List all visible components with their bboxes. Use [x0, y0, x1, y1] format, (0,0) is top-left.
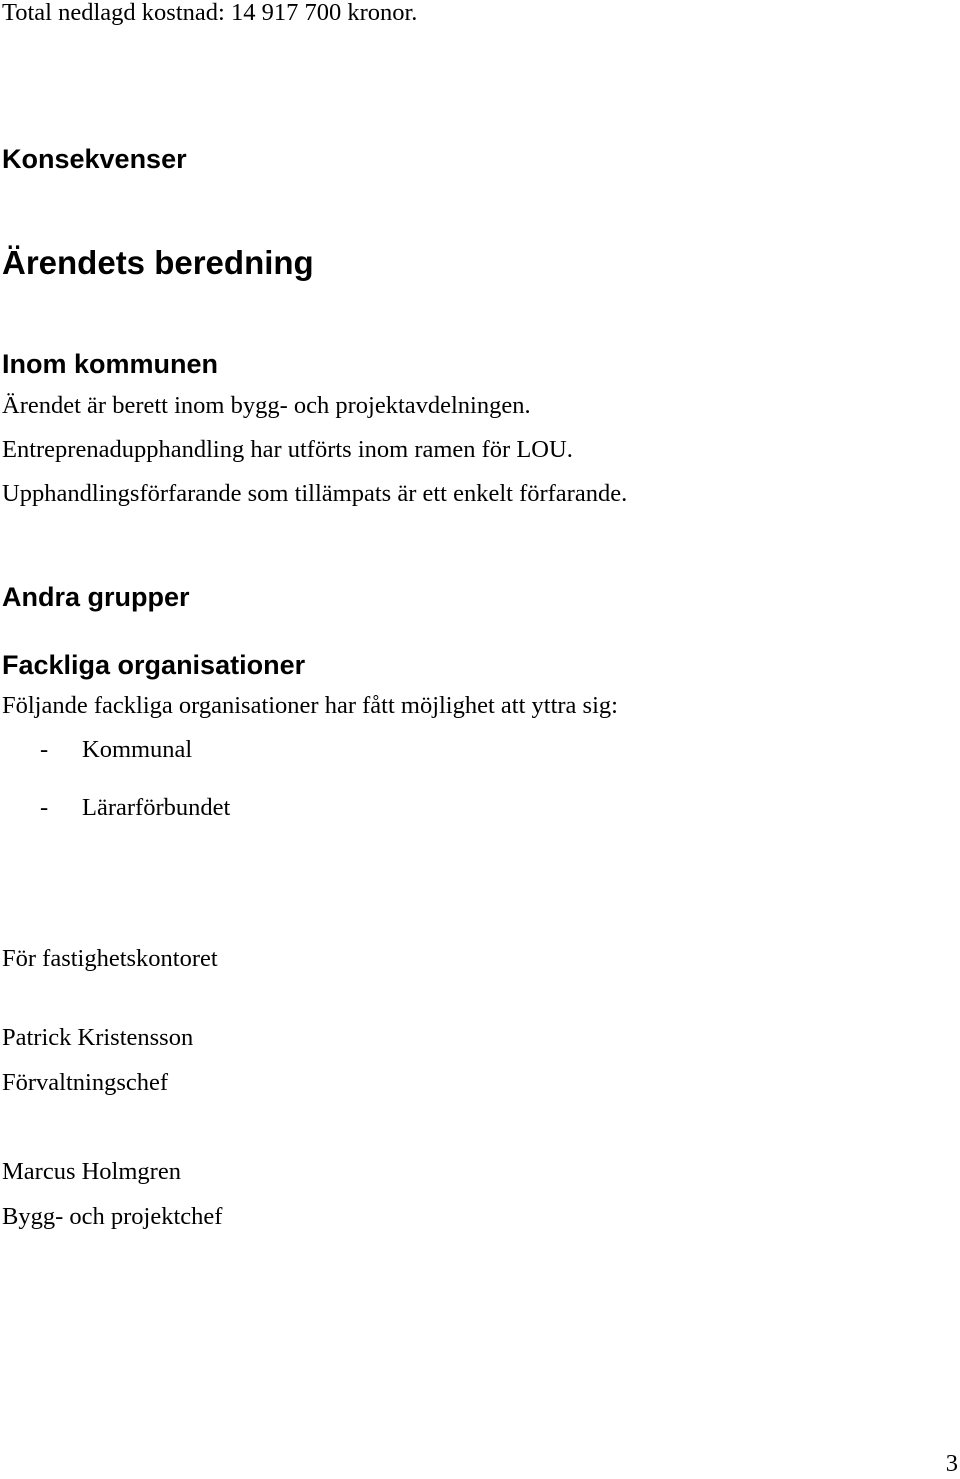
heading-arendets-beredning: Ärendets beredning: [2, 244, 314, 281]
list-dash: -: [40, 794, 49, 821]
paragraph-line: Ärendet är berett inom bygg- och projektavdelningen.: [2, 392, 531, 419]
signer2-name: Marcus Holmgren: [2, 1158, 181, 1185]
list-item-text: Kommunal: [82, 736, 193, 763]
fackliga-intro: Följande fackliga organisationer har fått möjlighet att yttra sig:: [2, 692, 618, 719]
paragraph-line: Entreprenadupphandling har utförts inom ramen för LOU.: [2, 436, 573, 463]
list-item-text: Lärarförbundet: [82, 794, 231, 821]
list-item: [0, 738, 400, 768]
heading-andra-grupper: Andra grupper: [2, 582, 190, 612]
list-dash: -: [40, 736, 49, 763]
paragraph-line: Upphandlingsförfarande som tillämpats är ett enkelt förfarande.: [2, 480, 628, 507]
total-cost-line: Total nedlagd kostnad: 14 917 700 kronor.: [2, 0, 418, 26]
signer1-title: Förvaltningschef: [2, 1069, 169, 1096]
signer1-name: Patrick Kristensson: [2, 1024, 194, 1051]
heading-fackliga-organisationer: Fackliga organisationer: [2, 650, 306, 680]
page-number: 3: [945, 1450, 958, 1477]
heading-konsekvenser: Konsekvenser: [2, 144, 187, 174]
signature-office: För fastighetskontoret: [2, 945, 218, 972]
list-item: [0, 796, 400, 826]
signer2-title: Bygg- och projektchef: [2, 1203, 223, 1230]
heading-inom-kommunen: Inom kommunen: [2, 349, 219, 379]
